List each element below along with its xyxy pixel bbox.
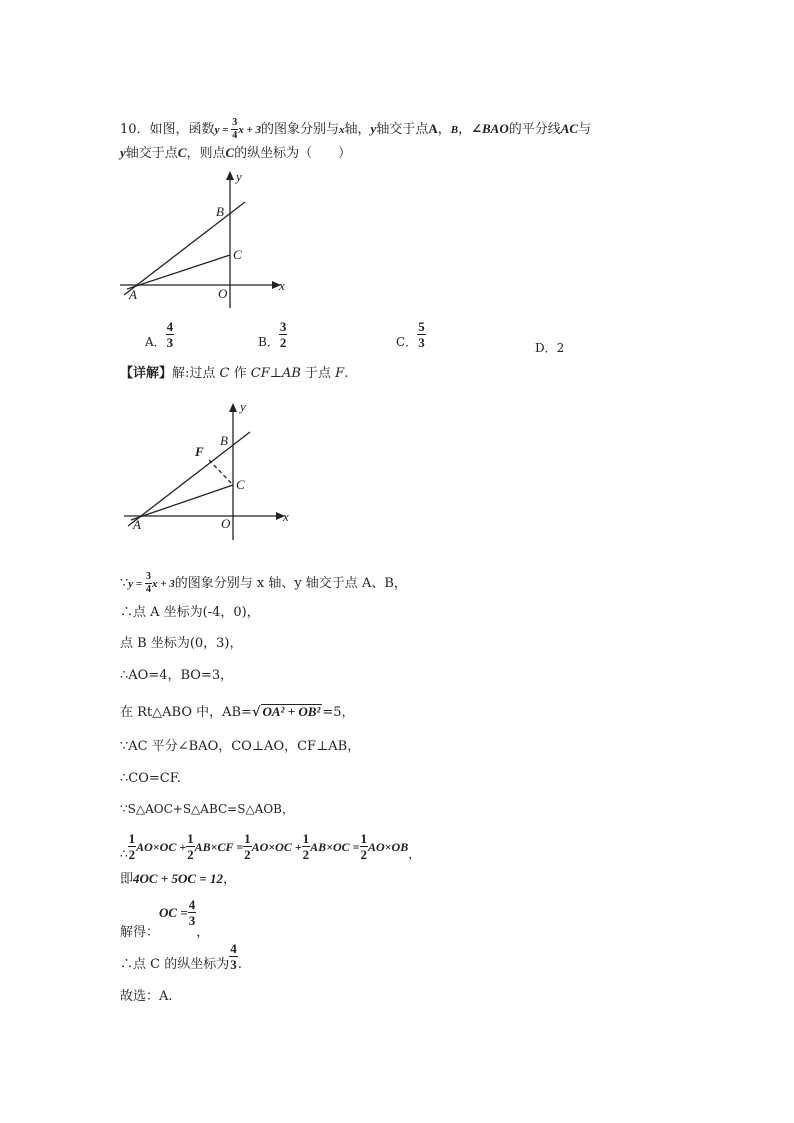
- question-text-1: 如图，函数: [149, 122, 215, 137]
- solution-header: 【详解】解:过点 C 作 CF⊥AB 于点 F.: [120, 366, 349, 381]
- label-c: C: [233, 247, 242, 262]
- label-a: A: [129, 287, 137, 302]
- line-cf-dashed: [209, 460, 233, 485]
- equation-y: y: [214, 124, 220, 136]
- question-text-2: 的图象分别与: [261, 122, 340, 137]
- question-line-1: 10．如图，函数y = $\frac{3}{4}$ x + 3的图象分别与x轴，y轴交于点A，B，∠BAO的平分线AC与: [120, 117, 592, 141]
- solution-step-6: ∵AC 平分∠BAO，CO⊥AO，CF⊥AB，: [120, 739, 361, 754]
- solution-step-4: ∴AO=4，BO=3，: [120, 668, 234, 683]
- angle-bao: ∠BAO: [471, 121, 509, 136]
- option-b-value: $\frac{3}{2}$: [279, 319, 287, 350]
- label-b: B: [216, 204, 224, 219]
- y-axis-arrow-2: [229, 403, 237, 412]
- label-x: x: [279, 278, 285, 293]
- label-y-2: y: [240, 399, 246, 414]
- equation-fraction: $\frac{3}{4}$: [232, 117, 238, 141]
- solution-step-7: ∴CO=CF.: [120, 771, 181, 786]
- option-c: C． $\frac{5}{3}$: [396, 319, 425, 350]
- label-f-2: F: [195, 444, 204, 459]
- label-o: O: [218, 286, 228, 301]
- solution-step-10: 即4OC + 5OC = 12，: [120, 871, 236, 887]
- option-d: D．2: [535, 341, 565, 355]
- label-a-2: A: [133, 517, 141, 532]
- line-ac: [127, 255, 230, 289]
- label-o-2: O: [221, 516, 231, 531]
- sqrt-expression: OA² + OB²: [262, 704, 321, 719]
- line-ac-2: [131, 485, 233, 520]
- option-a: A． $\frac{4}{3}$: [145, 319, 174, 350]
- label-b-2: B: [220, 433, 228, 448]
- solution-step-5: 在 Rt△ABO 中，AB=√ OA² + OB² =5，: [120, 704, 355, 720]
- option-a-value: $\frac{4}{3}$: [166, 319, 174, 350]
- equation-rest: x + 3: [238, 124, 262, 136]
- solution-step-8: ∵S△AOC+S△ABC=S△AOB，: [120, 802, 294, 816]
- line-ab: [124, 202, 245, 295]
- label-y: y: [236, 169, 242, 184]
- option-b: B． $\frac{3}{2}$: [258, 319, 287, 350]
- label-x-2: x: [283, 509, 289, 524]
- label-c-2: C: [236, 477, 245, 492]
- question-line-2: y轴交于点C，则点C的纵坐标为（ ）: [120, 145, 352, 161]
- solution-step-1: ∵y = $\frac{3}{4}$ x + 3的图象分别与 x 轴、y 轴交于点 A、B，: [120, 571, 407, 595]
- solution-step-9: ∴ $\frac{1}{2}$ AO×OC + $\frac{1}{2}$ AB×CF = $\frac{1}{2}$ AO×OC + $\frac{1}{2}$ AB×OC = $\frac{1}{2}$ AO×OB ，: [120, 831, 421, 862]
- line-ab-2: [128, 432, 250, 526]
- solution-step-12: ∴点 C 的纵坐标为 $\frac{4}{3}$ .: [120, 941, 242, 972]
- solution-answer: 故选：A.: [120, 989, 173, 1004]
- solution-step-2: ∴点 A 坐标为(-4，0)，: [120, 605, 260, 620]
- y-axis-arrow: [226, 171, 234, 180]
- solution-step-11: 解得： OC = $\frac{4}{3}$ ，: [120, 897, 210, 940]
- option-d-value: 2: [556, 341, 565, 355]
- question-number: 10．: [120, 122, 150, 137]
- solution-step-3: 点 B 坐标为(0，3)，: [120, 636, 243, 651]
- option-c-value: $\frac{5}{3}$: [418, 319, 425, 350]
